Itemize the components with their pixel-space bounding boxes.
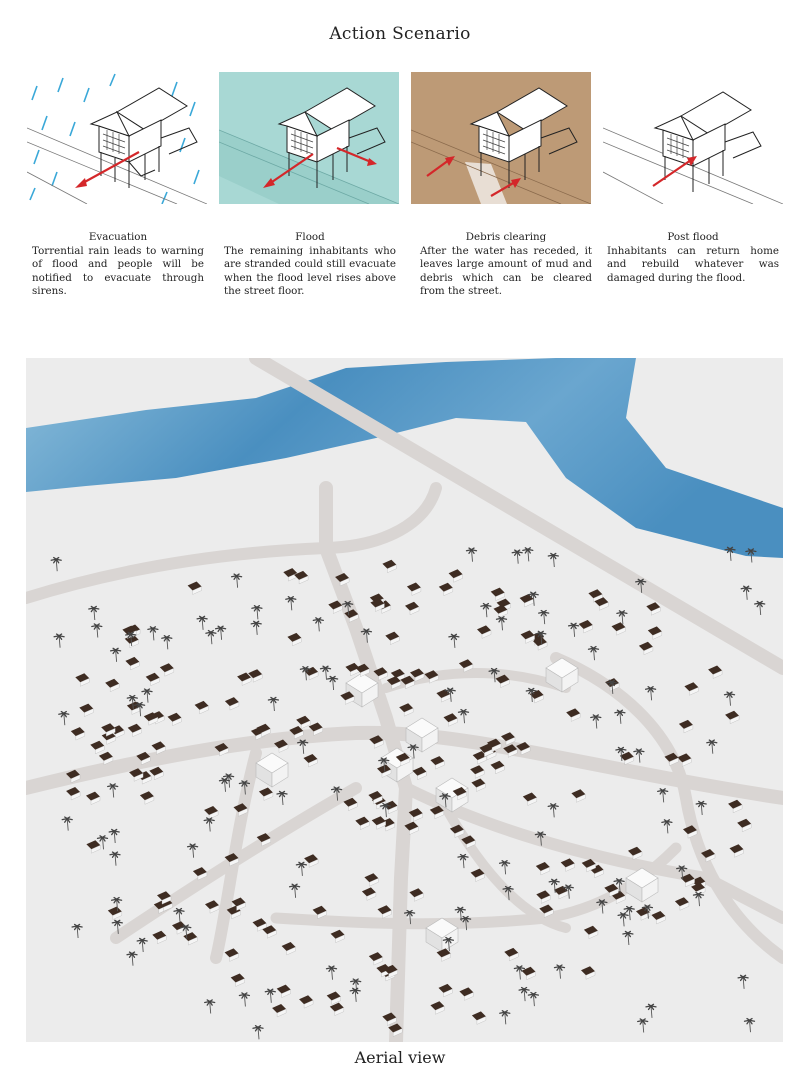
scenario-title: Post flood — [667, 231, 719, 243]
scenario-text: After the water has receded, it leaves large amount of mud and debris which can be cleared from the street. — [420, 244, 592, 298]
scenario-panel-debris — [411, 72, 591, 204]
house-on-stilts-icon — [655, 92, 761, 192]
aerial-map — [26, 358, 783, 1042]
scenario-title: Debris clearing — [465, 231, 547, 243]
aerial-caption: Aerial view — [354, 1048, 446, 1067]
page-title: Action Scenario — [329, 24, 471, 44]
house-on-stilts-icon — [91, 88, 197, 188]
scenario-panel-postflood — [603, 72, 783, 204]
caption-flood — [224, 231, 396, 299]
scenario-text: The remaining inhabitants who are stranded could still evacuate when the flood level rises above the street floor. — [224, 244, 396, 298]
caption-postflood — [607, 231, 779, 285]
caption-debris — [420, 231, 592, 299]
caption-evacuation — [32, 231, 204, 299]
scenario-title: Flood — [295, 231, 325, 243]
scenario-text: Torrential rain leads to warning of flood and people will be notified to evacuate through sirens. — [32, 244, 204, 298]
scenario-panel-evacuation — [27, 72, 207, 204]
scenario-text: Inhabitants can return home and rebuild whatever was damaged during the flood. — [607, 244, 779, 284]
scenario-panel-flood — [219, 72, 399, 204]
scenario-title: Evacuation — [88, 231, 148, 243]
